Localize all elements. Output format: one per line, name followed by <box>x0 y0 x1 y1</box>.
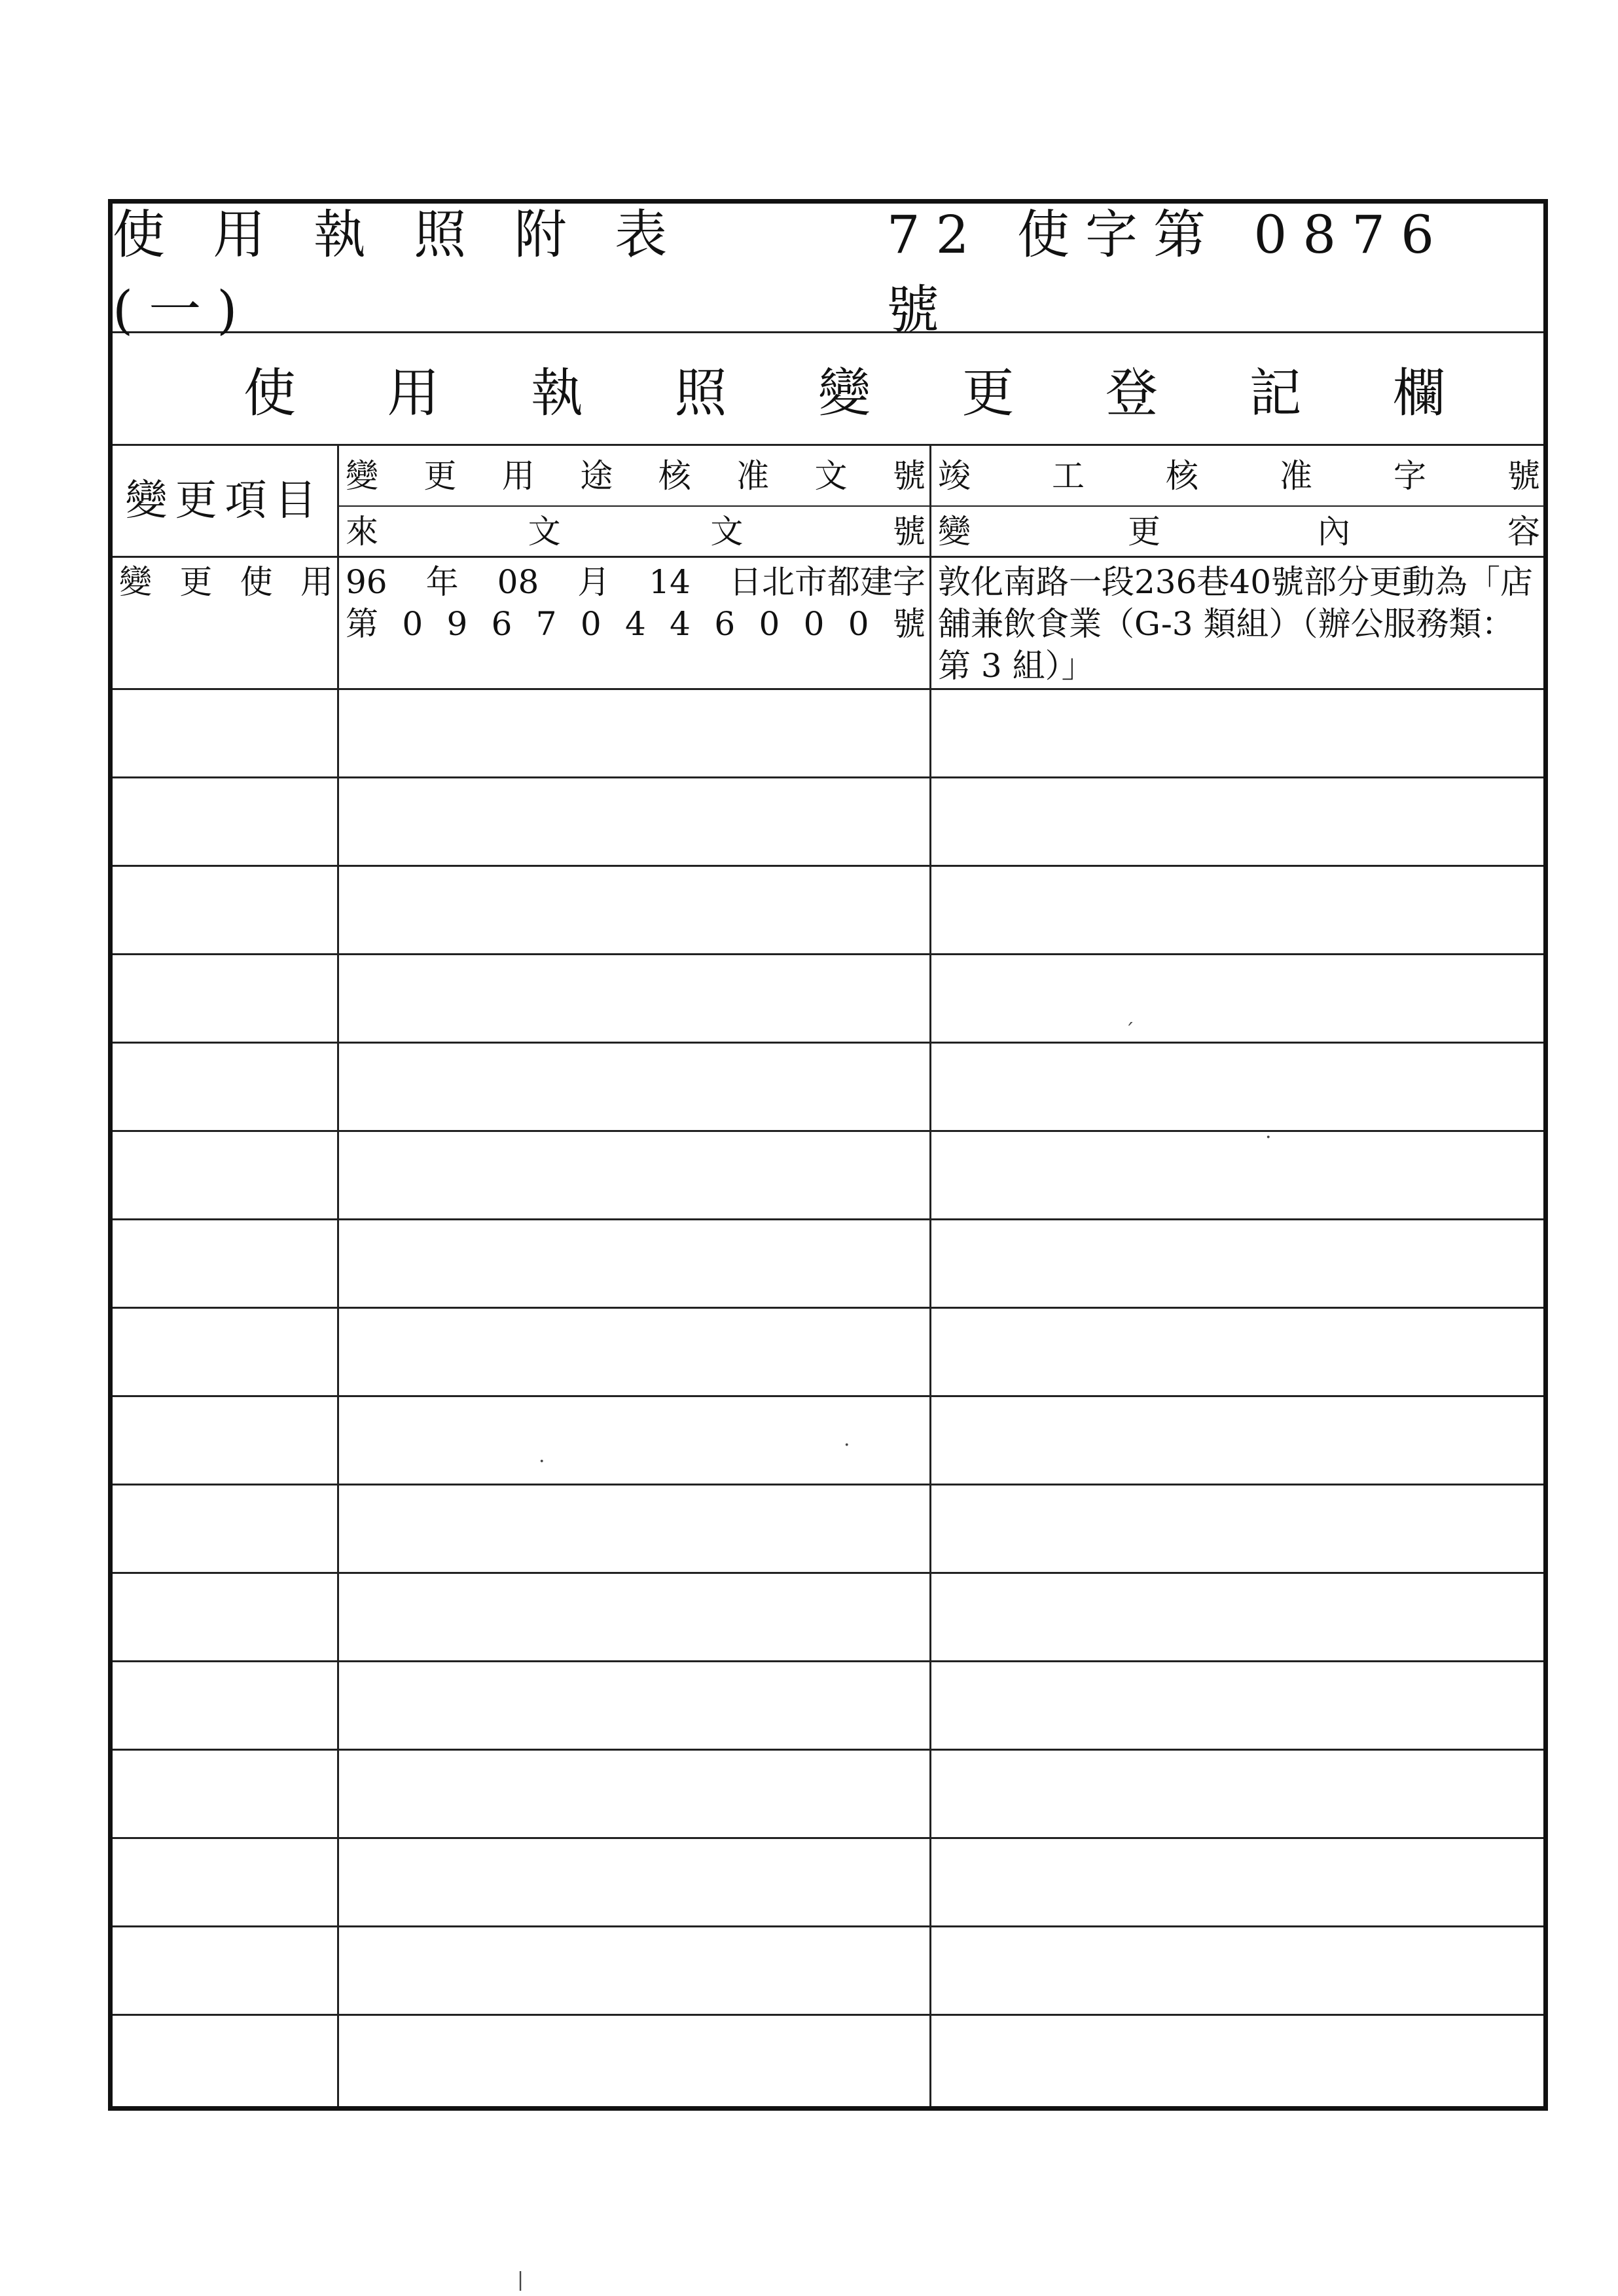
entry-char: 使 <box>240 563 273 601</box>
form-title <box>113 204 1543 340</box>
entry-char: 9 <box>446 605 468 643</box>
header-char: 准 <box>736 457 770 495</box>
row-divider <box>113 1307 1543 1309</box>
row-divider <box>113 1660 1543 1662</box>
header-char: 准 <box>1280 457 1312 495</box>
header-char: 途 <box>580 457 613 495</box>
header-char: 變 <box>346 457 378 495</box>
header-char: 用 <box>501 457 535 495</box>
header-incoming-doc-no <box>339 507 929 556</box>
entry-char: 4 <box>670 605 691 643</box>
entry-char: 更 <box>179 563 213 601</box>
entry-char: 7 <box>535 605 557 643</box>
section-title-char: 執 <box>531 363 583 424</box>
header-char: 竣 <box>938 457 971 495</box>
scan-speck: · <box>844 1434 850 1457</box>
header-char: 文 <box>814 457 848 495</box>
header-approval-doc-no <box>339 446 929 506</box>
change-register-table <box>113 446 1543 2106</box>
row-divider <box>113 1484 1543 1485</box>
row-divider <box>113 2014 1543 2016</box>
entry-char: 0 <box>803 605 825 643</box>
row-divider <box>113 953 1543 955</box>
entry-char: 14 <box>649 563 691 601</box>
header-completion-no <box>931 446 1544 506</box>
section-title-char: 登 <box>1106 363 1158 424</box>
section-title-char: 用 <box>387 363 440 424</box>
header-char: 更 <box>1128 512 1160 551</box>
header-change-item-label: 變更項目 <box>125 477 325 525</box>
row-divider <box>113 1749 1543 1751</box>
row-divider <box>113 1130 1543 1132</box>
header-char: 內 <box>1318 512 1350 551</box>
row-divider <box>113 688 1543 690</box>
entry-char: 08 <box>497 563 539 601</box>
entry-change-content: 敦化南路一段236巷40號部分更動為「店舖兼飲食業（G-3 類組）（辦公服務類：第 3 組）」 <box>938 563 1534 685</box>
entry-char: 年 <box>425 563 459 601</box>
header-char: 變 <box>938 512 971 551</box>
row-divider <box>113 1572 1543 1574</box>
entry-char: 0 <box>580 605 602 643</box>
form-title-prefix: 使 用 執 照 附 表 (一) <box>113 204 683 340</box>
entry-char: 6 <box>491 605 512 643</box>
header-change-item <box>113 446 337 556</box>
row-divider <box>113 1395 1543 1397</box>
header-char: 更 <box>423 457 457 495</box>
row-divider <box>113 865 1543 867</box>
scan-speck: · <box>1265 1126 1272 1149</box>
entry-change-item <box>113 561 337 603</box>
license-number: 72 使字第 0876 號 <box>886 204 1450 340</box>
section-title-char: 更 <box>962 363 1015 424</box>
entry-char: 號 <box>892 605 926 643</box>
section-title <box>113 333 1543 446</box>
header-char: 文 <box>528 512 561 551</box>
section-title-char: 變 <box>818 363 871 424</box>
header-char: 號 <box>892 457 926 495</box>
header-char: 文 <box>710 512 744 551</box>
header-char: 號 <box>1507 457 1540 495</box>
entry-char: 第 <box>346 605 378 643</box>
license-form <box>108 199 1548 2111</box>
row-divider <box>113 1042 1543 1044</box>
scan-speck: ˊ <box>1124 1020 1134 1043</box>
section-title-char: 記 <box>1249 363 1302 424</box>
entry-char: 0 <box>848 605 869 643</box>
header-char: 核 <box>658 457 691 495</box>
header-char: 號 <box>892 512 926 551</box>
header-char: 容 <box>1507 512 1540 551</box>
header-char: 字 <box>1393 457 1426 495</box>
entry-char: 用 <box>300 563 333 601</box>
header-char: 來 <box>346 512 378 551</box>
entry-char: 月 <box>577 563 611 601</box>
entry-char: 0 <box>759 605 780 643</box>
header-change-content <box>931 507 1544 556</box>
header-char: 核 <box>1166 457 1198 495</box>
entry-char: 96 <box>346 563 387 601</box>
row-divider <box>113 776 1543 778</box>
entry-char: 變 <box>119 563 152 601</box>
section-title-char: 使 <box>243 363 296 424</box>
entry-char: 4 <box>625 605 646 643</box>
entry-doc-line-1 <box>339 561 929 603</box>
column-divider <box>929 446 931 2106</box>
row-divider <box>113 1837 1543 1839</box>
entry-char: 6 <box>714 605 736 643</box>
row-divider <box>113 1218 1543 1220</box>
header-char: 工 <box>1052 457 1085 495</box>
section-title-char: 欄 <box>1393 363 1445 424</box>
entry-char: 0 <box>402 605 423 643</box>
scan-speck: · <box>539 1450 545 1473</box>
entry-char: 日北市都建字 <box>728 563 926 601</box>
row-divider <box>113 1925 1543 1927</box>
column-divider <box>337 446 339 2106</box>
scan-speck: | <box>517 2269 524 2291</box>
entry-doc-line-2 <box>339 603 929 645</box>
section-title-char: 照 <box>674 363 727 424</box>
